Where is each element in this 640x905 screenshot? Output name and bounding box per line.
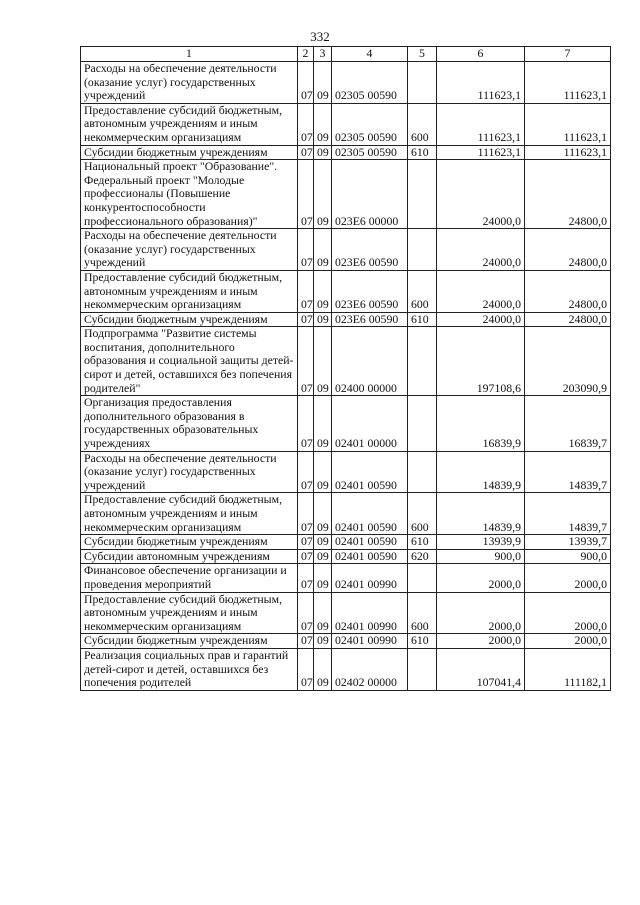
- target-article-code: 02401 00590: [332, 451, 408, 493]
- table-row: [81, 493, 611, 535]
- amount-year-1: 2000,0: [437, 592, 525, 634]
- subsection-code: 09: [314, 564, 332, 592]
- page-number: 332: [310, 29, 330, 44]
- target-article-code: 02400 00000: [332, 327, 408, 396]
- table-row: [81, 62, 611, 104]
- item-name: Расходы на обеспечение деятельности (оказание услуг) государственных учреждений: [81, 451, 298, 493]
- target-article-code: 02402 00000: [332, 648, 408, 690]
- expense-type-code: [408, 648, 437, 690]
- item-name: Подпрограмма "Развитие системы воспитания, дополнительного образования и социальной защиты детей-сирот и детей, оставшихся без попечения родителей": [81, 327, 298, 396]
- target-article-code: 02401 00990: [332, 592, 408, 634]
- amount-year-2: 14839,7: [525, 493, 611, 535]
- amount-year-2: 203090,9: [525, 327, 611, 396]
- expense-type-code: [408, 327, 437, 396]
- item-name: Финансовое обеспечение организации и проведения мероприятий: [81, 564, 298, 592]
- table-row: [81, 648, 611, 690]
- subsection-code: 09: [314, 493, 332, 535]
- column-header: 2: [298, 47, 314, 62]
- amount-year-1: 14839,9: [437, 493, 525, 535]
- target-article-code: 02305 00590: [332, 103, 408, 145]
- table-row: [81, 103, 611, 145]
- item-name: Реализация социальных прав и гарантий детей-сирот и детей, оставшихся без попечения родителей: [81, 648, 298, 690]
- table-row: [81, 270, 611, 312]
- column-header: 1: [81, 47, 298, 62]
- section-code: 07: [298, 62, 314, 104]
- amount-year-1: 24000,0: [437, 160, 525, 229]
- target-article-code: 02401 00590: [332, 493, 408, 535]
- section-code: 07: [298, 493, 314, 535]
- section-code: 07: [298, 229, 314, 271]
- item-name: Субсидии бюджетным учреждениям: [81, 312, 298, 327]
- column-header: 4: [332, 47, 408, 62]
- amount-year-1: 107041,4: [437, 648, 525, 690]
- item-name: Расходы на обеспечение деятельности (оказание услуг) государственных учреждений: [81, 62, 298, 104]
- item-name: Субсидии автономным учреждениям: [81, 549, 298, 564]
- item-name: Национальный проект "Образование". Федеральный проект "Молодые профессионалы (Повышение конкурентоспособности профессионального образования)": [81, 160, 298, 229]
- section-code: 07: [298, 451, 314, 493]
- item-name: Субсидии бюджетным учреждениям: [81, 634, 298, 649]
- subsection-code: 09: [314, 327, 332, 396]
- table-row: [81, 564, 611, 592]
- section-code: 07: [298, 592, 314, 634]
- item-name: Предоставление субсидий бюджетным, автономным учреждениям и иным некоммерческим организациям: [81, 493, 298, 535]
- amount-year-2: 2000,0: [525, 564, 611, 592]
- expense-type-code: [408, 396, 437, 451]
- amount-year-2: 111623,1: [525, 62, 611, 104]
- expense-type-code: 600: [408, 592, 437, 634]
- item-name: Предоставление субсидий бюджетным, автономным учреждениям и иным некоммерческим организациям: [81, 592, 298, 634]
- table-row: [81, 160, 611, 229]
- column-header: 3: [314, 47, 332, 62]
- amount-year-1: 900,0: [437, 549, 525, 564]
- section-code: 07: [298, 270, 314, 312]
- amount-year-2: 2000,0: [525, 592, 611, 634]
- amount-year-2: 14839,7: [525, 451, 611, 493]
- subsection-code: 09: [314, 312, 332, 327]
- table-row: [81, 396, 611, 451]
- section-code: 07: [298, 327, 314, 396]
- target-article-code: 023Е6 00000: [332, 160, 408, 229]
- section-code: 07: [298, 160, 314, 229]
- section-code: 07: [298, 312, 314, 327]
- amount-year-1: 24000,0: [437, 312, 525, 327]
- amount-year-2: 900,0: [525, 549, 611, 564]
- section-code: 07: [298, 564, 314, 592]
- target-article-code: 023Е6 00590: [332, 312, 408, 327]
- table-row: [81, 634, 611, 649]
- column-number-row: [81, 47, 611, 62]
- item-name: Предоставление субсидий бюджетным, автономным учреждениям и иным некоммерческим организациям: [81, 270, 298, 312]
- subsection-code: 09: [314, 229, 332, 271]
- expense-type-code: 610: [408, 312, 437, 327]
- expense-type-code: 600: [408, 493, 437, 535]
- amount-year-2: 24800,0: [525, 312, 611, 327]
- column-header: 5: [408, 47, 437, 62]
- subsection-code: 09: [314, 451, 332, 493]
- amount-year-1: 24000,0: [437, 270, 525, 312]
- column-header: 7: [525, 47, 611, 62]
- expense-type-code: 600: [408, 270, 437, 312]
- table-row: [81, 592, 611, 634]
- subsection-code: 09: [314, 160, 332, 229]
- amount-year-2: 16839,7: [525, 396, 611, 451]
- section-code: 07: [298, 535, 314, 550]
- target-article-code: 02401 00590: [332, 535, 408, 550]
- expense-type-code: [408, 229, 437, 271]
- amount-year-2: 111623,1: [525, 145, 611, 160]
- subsection-code: 09: [314, 648, 332, 690]
- subsection-code: 09: [314, 103, 332, 145]
- section-code: 07: [298, 549, 314, 564]
- target-article-code: 02401 00990: [332, 634, 408, 649]
- expense-type-code: 610: [408, 634, 437, 649]
- table-row: [81, 451, 611, 493]
- budget-table: [80, 46, 611, 691]
- target-article-code: 02401 00590: [332, 549, 408, 564]
- table-row: [81, 229, 611, 271]
- item-name: Субсидии бюджетным учреждениям: [81, 535, 298, 550]
- expense-type-code: 610: [408, 145, 437, 160]
- amount-year-1: 24000,0: [437, 229, 525, 271]
- amount-year-2: 13939,7: [525, 535, 611, 550]
- amount-year-2: 111182,1: [525, 648, 611, 690]
- item-name: Субсидии бюджетным учреждениям: [81, 145, 298, 160]
- item-name: Организация предоставления дополнительного образования в государственных образовательных учреждениях: [81, 396, 298, 451]
- subsection-code: 09: [314, 270, 332, 312]
- expense-type-code: [408, 564, 437, 592]
- target-article-code: 023Е6 00590: [332, 270, 408, 312]
- table-row: [81, 145, 611, 160]
- amount-year-1: 197108,6: [437, 327, 525, 396]
- amount-year-1: 2000,0: [437, 634, 525, 649]
- subsection-code: 09: [314, 634, 332, 649]
- table-row: [81, 327, 611, 396]
- subsection-code: 09: [314, 62, 332, 104]
- expense-type-code: [408, 160, 437, 229]
- section-code: 07: [298, 648, 314, 690]
- amount-year-2: 24800,0: [525, 270, 611, 312]
- item-name: Расходы на обеспечение деятельности (оказание услуг) государственных учреждений: [81, 229, 298, 271]
- expense-type-code: 620: [408, 549, 437, 564]
- target-article-code: 023Е6 00590: [332, 229, 408, 271]
- amount-year-2: 24800,0: [525, 229, 611, 271]
- amount-year-1: 111623,1: [437, 62, 525, 104]
- target-article-code: 02305 00590: [332, 62, 408, 104]
- target-article-code: 02401 00000: [332, 396, 408, 451]
- table-row: [81, 535, 611, 550]
- expense-type-code: [408, 62, 437, 104]
- subsection-code: 09: [314, 549, 332, 564]
- column-header: 6: [437, 47, 525, 62]
- table-row: [81, 549, 611, 564]
- amount-year-2: 111623,1: [525, 103, 611, 145]
- amount-year-1: 2000,0: [437, 564, 525, 592]
- table-body: [81, 62, 611, 691]
- section-code: 07: [298, 396, 314, 451]
- item-name: Предоставление субсидий бюджетным, автономным учреждениям и иным некоммерческим организациям: [81, 103, 298, 145]
- amount-year-1: 111623,1: [437, 103, 525, 145]
- expense-type-code: 610: [408, 535, 437, 550]
- section-code: 07: [298, 634, 314, 649]
- amount-year-1: 14839,9: [437, 451, 525, 493]
- expense-type-code: [408, 451, 437, 493]
- subsection-code: 09: [314, 535, 332, 550]
- amount-year-1: 16839,9: [437, 396, 525, 451]
- section-code: 07: [298, 103, 314, 145]
- amount-year-2: 24800,0: [525, 160, 611, 229]
- target-article-code: 02305 00590: [332, 145, 408, 160]
- subsection-code: 09: [314, 145, 332, 160]
- section-code: 07: [298, 145, 314, 160]
- subsection-code: 09: [314, 592, 332, 634]
- target-article-code: 02401 00990: [332, 564, 408, 592]
- amount-year-1: 13939,9: [437, 535, 525, 550]
- table-row: [81, 312, 611, 327]
- amount-year-2: 2000,0: [525, 634, 611, 649]
- amount-year-1: 111623,1: [437, 145, 525, 160]
- expense-type-code: 600: [408, 103, 437, 145]
- subsection-code: 09: [314, 396, 332, 451]
